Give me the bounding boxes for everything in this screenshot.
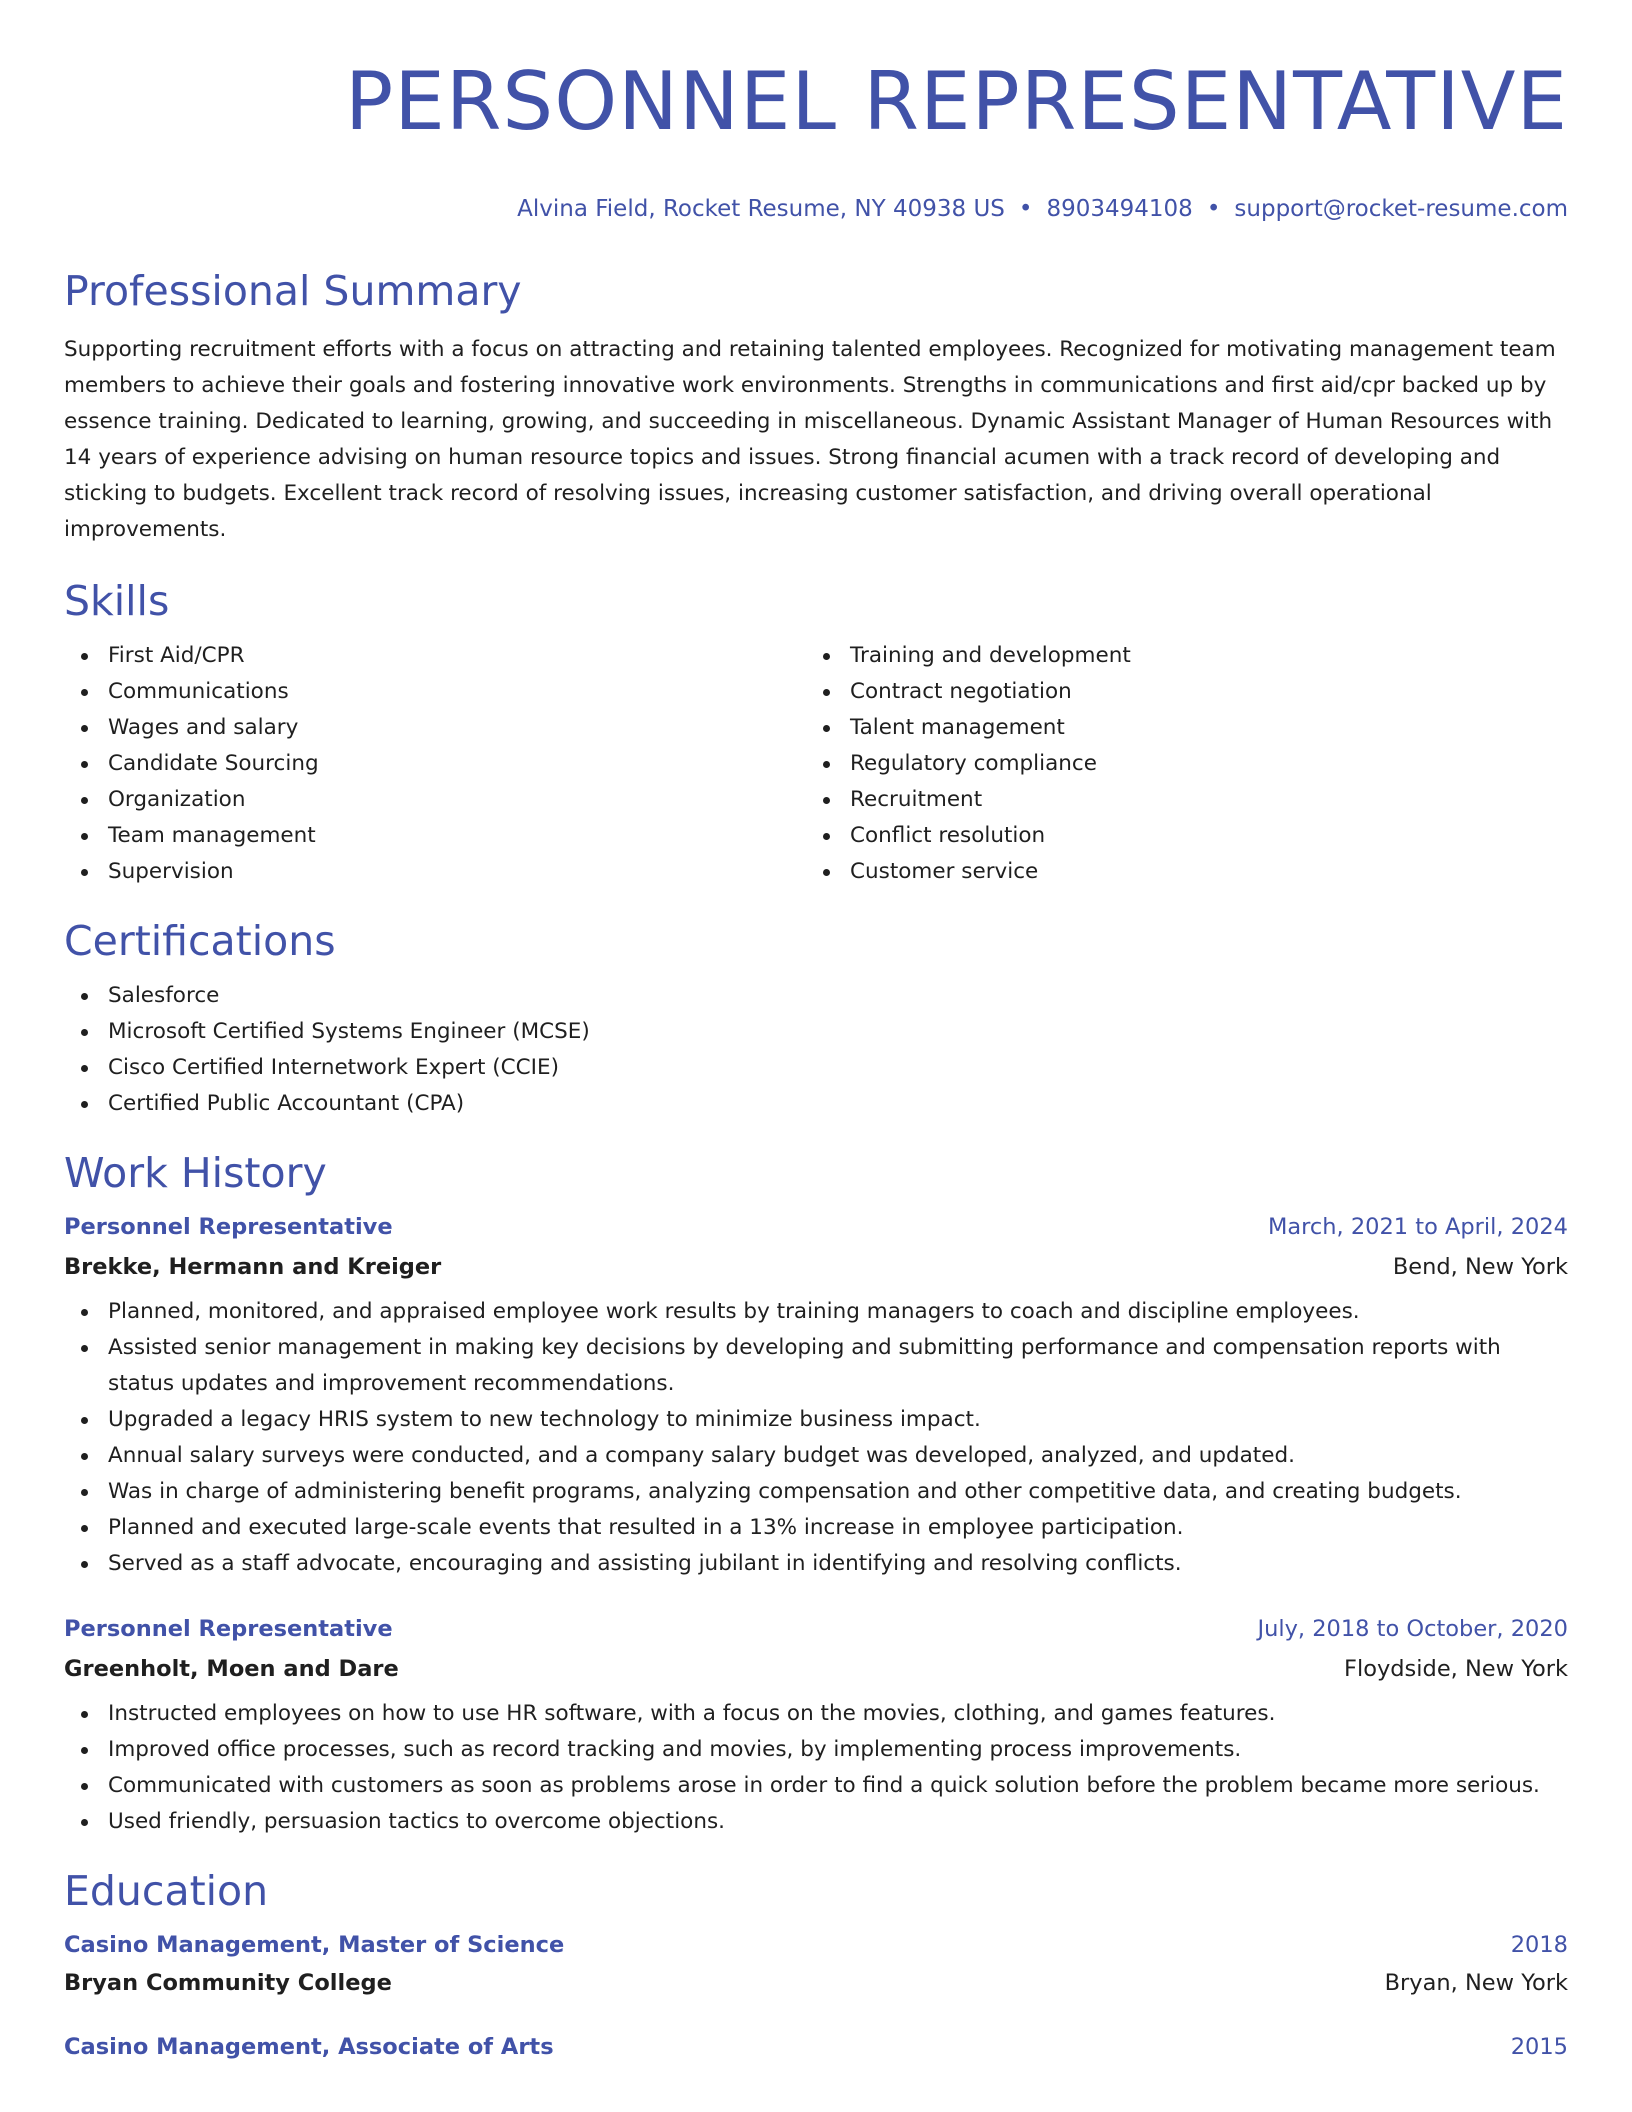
education-degree: Casino Management, Master of Science bbox=[64, 1932, 565, 1958]
certification-item: Salesforce bbox=[64, 978, 1568, 1014]
skill-item: Supervision bbox=[64, 854, 806, 890]
job-bullet: Planned, monitored, and appraised employee work results by training managers to coach and discipline employees. bbox=[64, 1294, 1568, 1330]
skill-item: Wages and salary bbox=[64, 710, 806, 746]
certification-item: Cisco Certified Internetwork Expert (CCIE) bbox=[64, 1050, 1568, 1086]
job-company: Brekke, Hermann and Kreiger bbox=[64, 1254, 442, 1280]
skill-item: Training and development bbox=[806, 638, 1548, 674]
certification-item: Certified Public Accountant (CPA) bbox=[64, 1086, 1568, 1122]
skills-left-list bbox=[64, 638, 806, 890]
job-title: Personnel Representative bbox=[64, 1616, 393, 1642]
skills-section bbox=[64, 576, 1568, 890]
education-school: Bryan Community College bbox=[64, 1970, 392, 1996]
skill-item: Organization bbox=[64, 782, 806, 818]
job-bullet: Annual salary surveys were conducted, and a company salary budget was developed, analyzed, and updated. bbox=[64, 1438, 1568, 1474]
summary-heading: Professional Summary bbox=[64, 267, 522, 315]
education-header bbox=[64, 1930, 1568, 1960]
job-dates: July, 2018 to October, 2020 bbox=[1257, 1616, 1568, 1642]
job-location: Floydside, New York bbox=[1344, 1656, 1568, 1682]
contact-email[interactable]: support@rocket-resume.com bbox=[1234, 196, 1568, 222]
skills-grid bbox=[64, 638, 1568, 890]
education-degree: Casino Management, Associate of Arts bbox=[64, 2034, 554, 2060]
resume-title: PERSONNEL REPRESENTATIVE bbox=[345, 55, 1568, 148]
certifications-section bbox=[64, 916, 1568, 1122]
job-bullets bbox=[64, 1696, 1568, 1840]
education-subheader bbox=[64, 1968, 1568, 1998]
skill-item: Contract negotiation bbox=[806, 674, 1548, 710]
education-heading: Education bbox=[64, 1867, 269, 1915]
job-title: Personnel Representative bbox=[64, 1214, 393, 1240]
skill-item: First Aid/CPR bbox=[64, 638, 806, 674]
job-bullets bbox=[64, 1294, 1568, 1582]
job-bullet: Assisted senior management in making key decisions by developing and submitting performance and compensation reports with status updates and improvement recommendations. bbox=[64, 1330, 1568, 1402]
job-header bbox=[64, 1614, 1568, 1644]
job-subheader bbox=[64, 1252, 1568, 1282]
contact-address: Alvina Field, Rocket Resume, NY 40938 US bbox=[517, 196, 1005, 222]
job-company: Greenholt, Moen and Dare bbox=[64, 1656, 399, 1682]
skill-item: Regulatory compliance bbox=[806, 746, 1548, 782]
skills-right-list bbox=[806, 638, 1548, 890]
skills-heading: Skills bbox=[64, 577, 170, 625]
education-entry bbox=[64, 1930, 1568, 1998]
education-entry bbox=[64, 2032, 1568, 2062]
job-entry bbox=[64, 1614, 1568, 1840]
work-history-section bbox=[64, 1148, 1568, 1840]
contact-phone: 8903494108 bbox=[1046, 196, 1193, 222]
job-bullet: Improved office processes, such as record tracking and movies, by implementing process improvements. bbox=[64, 1732, 1568, 1768]
education-location: Bryan, New York bbox=[1384, 1970, 1568, 1996]
job-bullet: Planned and executed large-scale events that resulted in a 13% increase in employee participation. bbox=[64, 1510, 1568, 1546]
job-bullet: Instructed employees on how to use HR software, with a focus on the movies, clothing, and games features. bbox=[64, 1696, 1568, 1732]
contact-separator: • bbox=[1018, 196, 1033, 222]
education-section bbox=[64, 1866, 1568, 2062]
job-location: Bend, New York bbox=[1392, 1254, 1568, 1280]
skill-item: Customer service bbox=[806, 854, 1548, 890]
job-dates: March, 2021 to April, 2024 bbox=[1267, 1214, 1568, 1240]
job-bullet: Served as a staff advocate, encouraging and assisting jubilant in identifying and resolving conflicts. bbox=[64, 1546, 1568, 1582]
job-header bbox=[64, 1212, 1568, 1242]
education-year: 2018 bbox=[1510, 1932, 1568, 1958]
job-entry bbox=[64, 1212, 1568, 1582]
summary-section bbox=[64, 266, 1568, 548]
certification-item: Microsoft Certified Systems Engineer (MCSE) bbox=[64, 1014, 1568, 1050]
skill-item: Communications bbox=[64, 674, 806, 710]
skill-item: Recruitment bbox=[806, 782, 1548, 818]
education-year: 2015 bbox=[1510, 2034, 1568, 2060]
contact-line bbox=[64, 194, 1568, 224]
skill-item: Talent management bbox=[806, 710, 1548, 746]
contact-separator: • bbox=[1206, 196, 1221, 222]
job-bullet: Was in charge of administering benefit programs, analyzing compensation and other competitive data, and creating budgets. bbox=[64, 1474, 1568, 1510]
work-history-heading: Work History bbox=[64, 1149, 327, 1197]
summary-text: Supporting recruitment efforts with a focus on attracting and retaining talented employees. Recognized for motivating management team members to achieve their goals and fostering innovative work environments. Strengths in communications and first aid/cpr backed up by essence training. Dedicated to learning, growing, and succeeding in miscellaneous. Dynamic Assistant Manager of Human Resources with 14 years of experience advising on human resource topics and issues. Strong financial acumen with a track record of developing and sticking to budgets. Excellent track record of resolving issues, increasing customer satisfaction, and driving overall operational improvements. bbox=[64, 337, 1556, 542]
certifications-heading: Certifications bbox=[64, 917, 336, 965]
job-subheader bbox=[64, 1654, 1568, 1684]
job-bullet: Upgraded a legacy HRIS system to new technology to minimize business impact. bbox=[64, 1402, 1568, 1438]
skill-item: Candidate Sourcing bbox=[64, 746, 806, 782]
skill-item: Team management bbox=[64, 818, 806, 854]
job-bullet: Communicated with customers as soon as problems arose in order to find a quick solution before the problem became more serious. bbox=[64, 1768, 1568, 1804]
job-bullet: Used friendly, persuasion tactics to overcome objections. bbox=[64, 1804, 1568, 1840]
certifications-list bbox=[64, 978, 1568, 1122]
education-header bbox=[64, 2032, 1568, 2062]
skill-item: Conflict resolution bbox=[806, 818, 1548, 854]
